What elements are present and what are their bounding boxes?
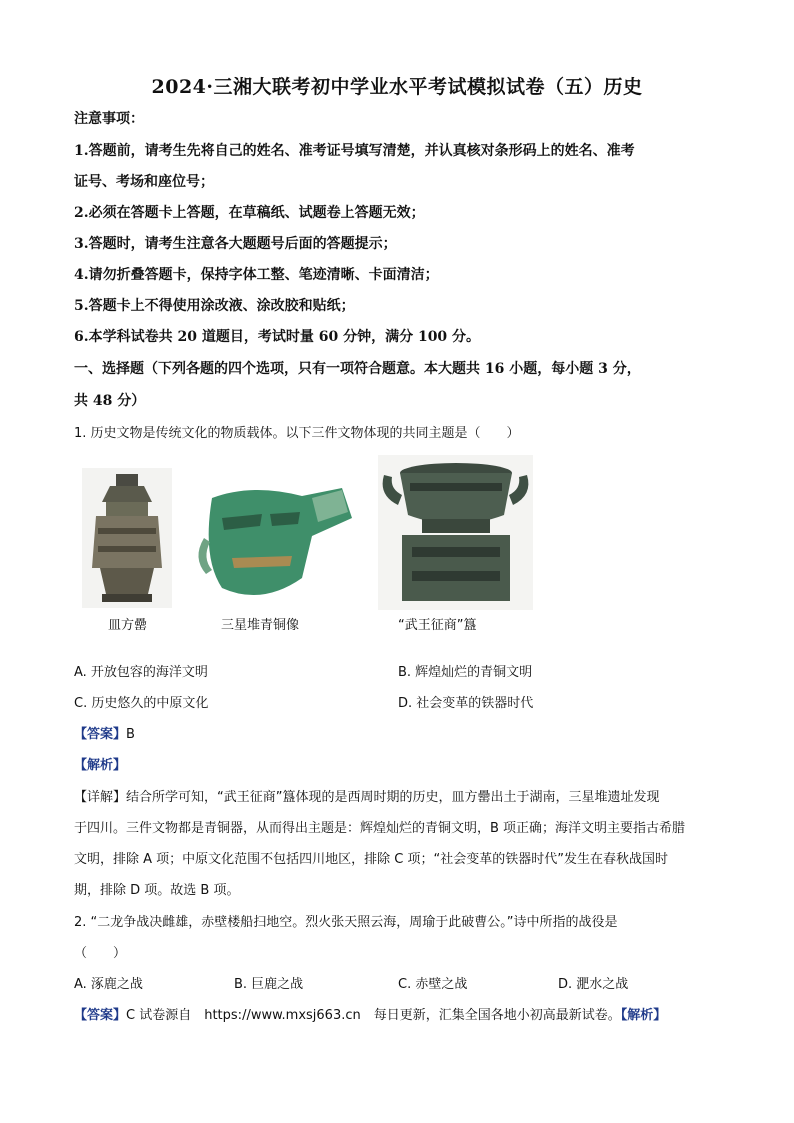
notice-heading: 注意事项： [74,111,144,127]
detail-line: 文明，排除 A 项；中原文化范围不包括四川地区，排除 C 项；“社会变革的铁器时代”发生在春秋战国时 [74,852,668,867]
analysis-label-text: 【解析】 [74,758,127,773]
option-a: A. 涿鹿之战 [74,977,143,992]
question-2-paren: （ ） [74,946,127,961]
answer-line [74,723,135,742]
wuwang-zhengshang-gui-image [378,455,533,610]
option-c: C. 历史悠久的中原文化 [74,696,209,711]
section-heading-cont: 共 48 分） [74,393,146,409]
analysis-label: 【解析】 [620,1008,667,1023]
artifact-caption: “武王征商”簋 [398,618,477,633]
sanxingdui-bronze-image [192,478,362,608]
option-a: A. 开放包容的海洋文明 [74,665,208,680]
detail-line: 【详解】结合所学可知，“武王征商”簋体现的是西周时期的历史，皿方罍出土于湖南，三星堆遗址发现 [74,790,660,805]
question-2-stem: 2. “二龙争战决雌雄，赤壁楼船扫地空。烈火张天照云海，周瑜于此破曹公。”诗中所指的战役是 [74,915,618,930]
notice-item: 证号、考场和座位号； [74,174,214,190]
option-b: B. 辉煌灿烂的青铜文明 [398,665,533,680]
artifact-caption: 三星堆青铜像 [221,618,300,633]
option-d: D. 社会变革的铁器时代 [398,696,534,711]
answer-value: B [126,727,135,742]
notice-item: 4.请勿折叠答题卡，保持字体工整、笔迹清晰、卡面清洁； [74,267,439,283]
option-c: C. 赤壁之战 [398,977,468,992]
notice-item: 1.答题前，请考生先将自己的姓名、准考证号填写清楚，并认真核对条形码上的姓名、准考 [74,143,635,159]
question-1-stem: 1. 历史文物是传统文化的物质载体。以下三件文物体现的共同主题是（ ） [74,426,520,441]
q2-answer-line [74,1004,666,1023]
min-fang-lei-image [82,468,172,608]
option-b: B. 巨鹿之战 [234,977,304,992]
detail-line: 于四川。三件文物都是青铜器，从而得出主题是：辉煌灿烂的青铜文明，B 项正确；海洋文明主要指古希腊 [74,821,686,836]
answer-label: 【答案】 [74,727,127,742]
notice-item: 3.答题时，请考生注意各大题题号后面的答题提示； [74,236,397,252]
notice-item: 6.本学科试卷共 20 道题目，考试时量 60 分钟，满分 100 分。 [74,329,481,345]
page-title: 2024·三湘大联考初中学业水平考试模拟试卷（五）历史 [151,76,643,98]
analysis-label [74,754,126,773]
notice-item: 5.答题卡上不得使用涂改液、涂改胶和贴纸； [74,298,355,314]
option-d: D. 淝水之战 [558,977,629,992]
answer-label: 【答案】 [74,1008,127,1023]
detail-line: 期，排除 D 项。故选 B 项。 [74,883,240,898]
notice-item: 2.必须在答题卡上答题，在草稿纸、试题卷上答题无效； [74,205,425,221]
answer-text: C 试卷源自 https://www.mxsj663.cn 每日更新，汇集全国各地小初高最新试卷。 [126,1008,621,1023]
artifact-caption: 皿方罍 [108,618,148,633]
section-heading: 一、选择题（下列各题的四个选项，只有一项符合题意。本大题共 16 小题，每小题 3 分， [74,361,641,377]
